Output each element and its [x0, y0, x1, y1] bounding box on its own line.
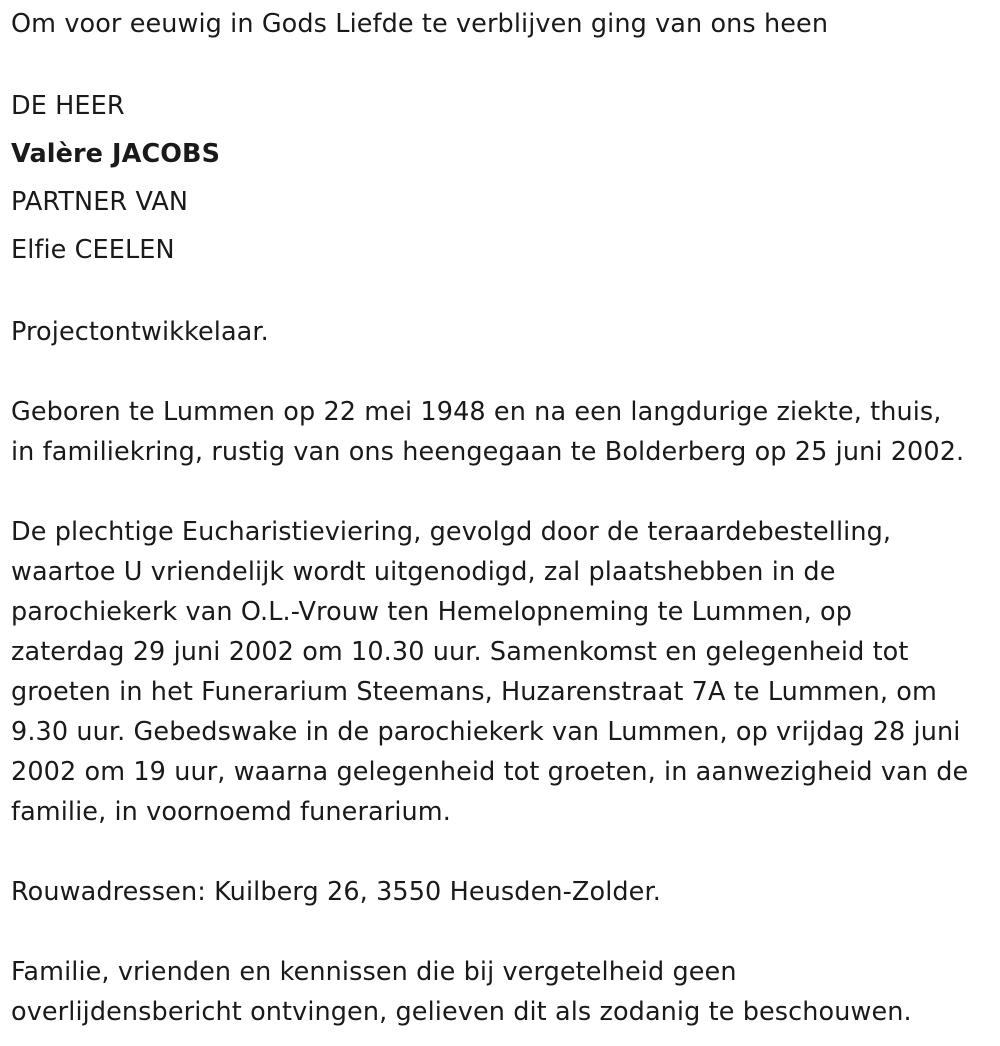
closing-paragraph	[11, 952, 993, 1032]
partner-name: Elfie CEELEN	[11, 235, 175, 265]
paragraph-line: De plechtige Eucharistieviering, gevolgd door de teraardebestelling,	[11, 517, 892, 547]
intro-text: Om voor eeuwig in Gods Liefde te verblijven ging van ons heen	[11, 9, 829, 39]
paragraph-line: 9.30 uur. Gebedswake in de parochiekerk van Lummen, op vrijdag 28 juni	[11, 717, 961, 747]
honorific-title: DE HEER	[11, 91, 125, 121]
paragraph-line: Familie, vrienden en kennissen die bij vergetelheid geen	[11, 957, 737, 987]
birth-death-paragraph	[11, 392, 993, 472]
profession-text: Projectontwikkelaar.	[11, 317, 269, 347]
paragraph-line: groeten in het Funerarium Steemans, Huzarenstraat 7A te Lummen, om	[11, 677, 937, 707]
paragraph-line: 2002 om 19 uur, waarna gelegenheid tot groeten, in aanwezigheid van de	[11, 757, 969, 787]
mourning-address: Rouwadressen: Kuilberg 26, 3550 Heusden-Zolder.	[11, 877, 661, 907]
paragraph-line: waartoe U vriendelijk wordt uitgenodigd, zal plaatshebben in de	[11, 557, 836, 587]
ceremony-paragraph	[11, 512, 993, 832]
paragraph-line: overlijdensbericht ontvingen, gelieven dit als zodanig te beschouwen.	[11, 997, 912, 1027]
deceased-name: Valère JACOBS	[11, 139, 221, 169]
paragraph-line: familie, in voornoemd funerarium.	[11, 797, 451, 827]
mourning-address-paragraph	[11, 872, 993, 912]
paragraph-line: parochiekerk van O.L.-Vrouw ten Hemelopneming te Lummen, op	[11, 597, 853, 627]
paragraph-line: in familiekring, rustig van ons heengegaan te Bolderberg op 25 juni 2002.	[11, 437, 965, 467]
paragraph-line: Geboren te Lummen op 22 mei 1948 en na een langdurige ziekte, thuis,	[11, 397, 942, 427]
death-notice	[11, 0, 993, 1032]
relation-label: PARTNER VAN	[11, 187, 189, 217]
paragraph-line: zaterdag 29 juni 2002 om 10.30 uur. Samenkomst en gelegenheid tot	[11, 637, 909, 667]
